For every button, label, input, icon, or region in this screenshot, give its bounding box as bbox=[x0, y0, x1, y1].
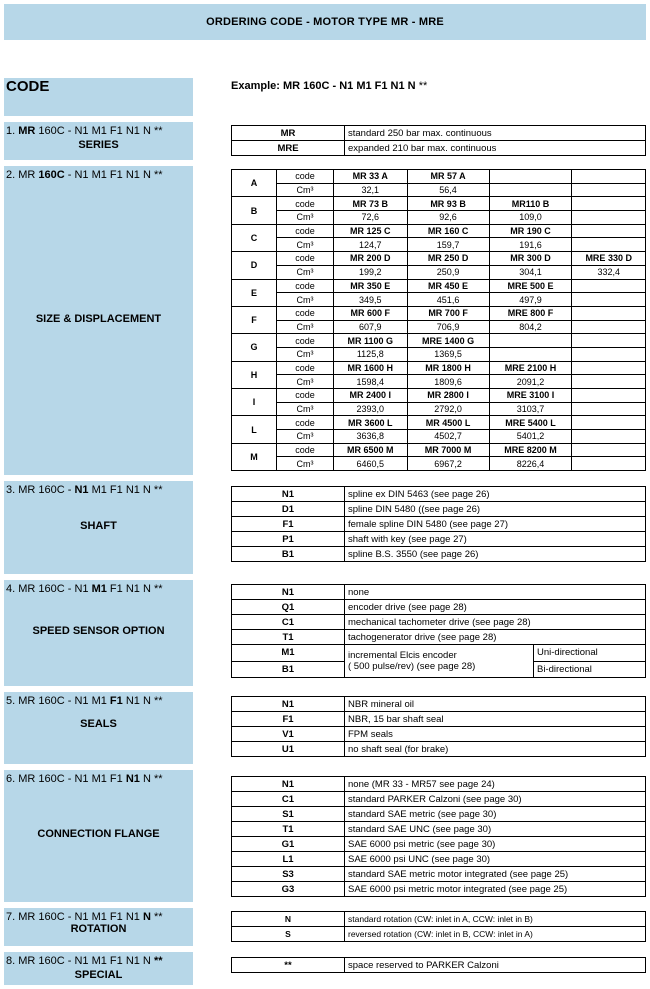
table-row bbox=[232, 532, 646, 547]
option-code: T1 bbox=[232, 630, 345, 645]
displacement-cell bbox=[572, 402, 646, 416]
option-desc: shaft with key (see page 27) bbox=[345, 532, 646, 547]
option-code: V1 bbox=[232, 727, 345, 742]
code-row-label: code bbox=[277, 252, 334, 266]
encoder-desc bbox=[345, 645, 533, 677]
size-group-label: M bbox=[232, 443, 277, 470]
displacement-cell bbox=[572, 375, 646, 389]
size-group-label: L bbox=[232, 416, 277, 443]
table-row bbox=[232, 224, 646, 238]
size-code-cell: MRE 2100 H bbox=[489, 361, 572, 375]
option-code: N1 bbox=[232, 777, 345, 792]
option-desc: standard 250 bar max. continuous bbox=[345, 126, 646, 141]
option-desc: spline B.S. 3550 (see page 26) bbox=[345, 547, 646, 562]
option-code: MR bbox=[232, 126, 345, 141]
displacement-row-label: Cm³ bbox=[277, 457, 334, 471]
option-code: G1 bbox=[232, 837, 345, 852]
table-row bbox=[232, 306, 646, 320]
displacement-cell: 4502,7 bbox=[407, 430, 489, 444]
encoder-desc-line1: incremental Elcis encoder bbox=[348, 650, 457, 661]
section-name: SEALS bbox=[80, 718, 117, 730]
table-row bbox=[232, 265, 646, 279]
size-code-cell: MRE 1400 G bbox=[407, 334, 489, 348]
option-code: U1 bbox=[232, 742, 345, 757]
table-row bbox=[232, 837, 646, 852]
size-group-label: D bbox=[232, 252, 277, 279]
page-title-bar bbox=[4, 4, 646, 40]
table-row bbox=[232, 183, 646, 197]
table-row bbox=[232, 361, 646, 375]
option-code: N1 bbox=[232, 487, 345, 502]
table-row bbox=[232, 416, 646, 430]
option-code: D1 bbox=[232, 502, 345, 517]
table-row bbox=[232, 645, 646, 662]
option-desc: none bbox=[345, 585, 646, 600]
size-code-cell bbox=[572, 416, 646, 430]
option-desc: standard SAE UNC (see page 30) bbox=[345, 822, 646, 837]
option-desc: standard PARKER Calzoni (see page 30) bbox=[345, 792, 646, 807]
table-row bbox=[232, 882, 646, 897]
table-row bbox=[232, 293, 646, 307]
option-code: S bbox=[232, 927, 345, 942]
displacement-cell: 1598,4 bbox=[334, 375, 408, 389]
table-row bbox=[232, 502, 646, 517]
option-desc: SAE 6000 psi metric (see page 30) bbox=[345, 837, 646, 852]
size-group-label: E bbox=[232, 279, 277, 306]
code-row-label: code bbox=[277, 361, 334, 375]
option-code: M1 bbox=[232, 645, 345, 662]
displacement-cell: 250,9 bbox=[407, 265, 489, 279]
section-rotation bbox=[4, 908, 193, 946]
table-row bbox=[232, 141, 646, 156]
size-code-cell bbox=[489, 170, 572, 184]
section-size bbox=[4, 166, 193, 475]
displacement-cell: 6460,5 bbox=[334, 457, 408, 471]
table-row bbox=[232, 402, 646, 416]
size-code-cell: MR 73 B bbox=[334, 197, 408, 211]
option-code: MRE bbox=[232, 141, 345, 156]
displacement-cell bbox=[572, 430, 646, 444]
size-code-cell: MR 250 D bbox=[407, 252, 489, 266]
code-row-label: code bbox=[277, 197, 334, 211]
size-code-cell: MR 300 D bbox=[489, 252, 572, 266]
table-row bbox=[232, 792, 646, 807]
section-name: SPEED SENSOR OPTION bbox=[32, 625, 165, 637]
displacement-cell: 304,1 bbox=[489, 265, 572, 279]
displacement-cell: 32,1 bbox=[334, 183, 408, 197]
displacement-cell: 5401,2 bbox=[489, 430, 572, 444]
option-code: L1 bbox=[232, 852, 345, 867]
table-row bbox=[232, 170, 646, 184]
displacement-row-label: Cm³ bbox=[277, 320, 334, 334]
seals-table bbox=[231, 696, 646, 757]
option-desc: SAE 6000 psi UNC (see page 30) bbox=[345, 852, 646, 867]
table-row bbox=[232, 197, 646, 211]
displacement-cell: 2792,0 bbox=[407, 402, 489, 416]
size-code-cell bbox=[572, 306, 646, 320]
option-code: N1 bbox=[232, 697, 345, 712]
section-code: 8. MR 160C - N1 M1 F1 N1 N ** bbox=[6, 955, 163, 967]
displacement-row-label: Cm³ bbox=[277, 183, 334, 197]
size-code-cell: MRE 800 F bbox=[489, 306, 572, 320]
section-name: SIZE & DISPLACEMENT bbox=[35, 313, 162, 325]
size-code-cell: MR 1600 H bbox=[334, 361, 408, 375]
option-code: S1 bbox=[232, 807, 345, 822]
option-desc: SAE 6000 psi metric motor integrated (see page 25) bbox=[345, 882, 646, 897]
displacement-cell: 3103,7 bbox=[489, 402, 572, 416]
size-code-cell: MR 700 F bbox=[407, 306, 489, 320]
section-code: 4. MR 160C - N1 M1 F1 N1 N ** bbox=[6, 583, 163, 595]
code-row-label: code bbox=[277, 389, 334, 403]
size-code-cell: MR 600 F bbox=[334, 306, 408, 320]
size-code-cell: MR 160 C bbox=[407, 224, 489, 238]
size-code-cell bbox=[489, 334, 572, 348]
displacement-cell: 497,9 bbox=[489, 293, 572, 307]
size-code-cell: MR 350 E bbox=[334, 279, 408, 293]
displacement-cell: 8226,4 bbox=[489, 457, 572, 471]
table-row bbox=[232, 126, 646, 141]
size-group-label: H bbox=[232, 361, 277, 388]
section-special bbox=[4, 952, 193, 985]
option-desc: standard rotation (CW: inlet in A, CCW: inlet in B) bbox=[345, 912, 646, 927]
size-code-cell: MRE 330 D bbox=[572, 252, 646, 266]
option-desc: encoder drive (see page 28) bbox=[345, 600, 646, 615]
displacement-cell: 2091,2 bbox=[489, 375, 572, 389]
section-series bbox=[4, 122, 193, 160]
displacement-row-label: Cm³ bbox=[277, 375, 334, 389]
option-desc: tachogenerator drive (see page 28) bbox=[345, 630, 646, 645]
table-row bbox=[232, 547, 646, 562]
size-code-cell: MRE 3100 I bbox=[489, 389, 572, 403]
table-row bbox=[232, 375, 646, 389]
displacement-row-label: Cm³ bbox=[277, 347, 334, 361]
size-group-label: B bbox=[232, 197, 277, 224]
displacement-cell: 2393,0 bbox=[334, 402, 408, 416]
size-group-label: F bbox=[232, 306, 277, 333]
option-code: P1 bbox=[232, 532, 345, 547]
code-header-box bbox=[4, 78, 193, 116]
size-code-cell: MR 2400 I bbox=[334, 389, 408, 403]
displacement-cell: 804,2 bbox=[489, 320, 572, 334]
displacement-row-label: Cm³ bbox=[277, 265, 334, 279]
option-code: B1 bbox=[232, 661, 345, 678]
size-code-cell: MRE 5400 L bbox=[489, 416, 572, 430]
size-code-cell: MRE 8200 M bbox=[489, 443, 572, 457]
page-title: ORDERING CODE - MOTOR TYPE MR - MRE bbox=[206, 16, 444, 28]
table-row bbox=[232, 430, 646, 444]
table-row bbox=[232, 807, 646, 822]
special-table bbox=[231, 957, 646, 973]
displacement-cell: 607,9 bbox=[334, 320, 408, 334]
example-line bbox=[231, 80, 427, 92]
section-name: SPECIAL bbox=[74, 969, 123, 981]
option-code: N bbox=[232, 912, 345, 927]
table-row bbox=[232, 912, 646, 927]
displacement-cell: 6967,2 bbox=[407, 457, 489, 471]
option-desc: female spline DIN 5480 (see page 27) bbox=[345, 517, 646, 532]
size-code-cell: MR 125 C bbox=[334, 224, 408, 238]
size-group-label: A bbox=[232, 170, 277, 197]
size-group-label: G bbox=[232, 334, 277, 361]
table-row bbox=[232, 958, 646, 973]
table-row bbox=[232, 585, 646, 600]
section-speed-sensor bbox=[4, 580, 193, 686]
table-row bbox=[232, 742, 646, 757]
displacement-cell: 199,2 bbox=[334, 265, 408, 279]
size-code-cell bbox=[572, 224, 646, 238]
code-row-label: code bbox=[277, 416, 334, 430]
code-row-label: code bbox=[277, 443, 334, 457]
size-code-cell: MR 1800 H bbox=[407, 361, 489, 375]
encoder-desc-line2: ( 500 pulse/rev) (see page 28) bbox=[348, 661, 476, 672]
section-name: CONNECTION FLANGE bbox=[37, 828, 160, 840]
displacement-cell: 332,4 bbox=[572, 265, 646, 279]
option-desc: NBR, 15 bar shaft seal bbox=[345, 712, 646, 727]
example-text: Example: MR 160C - N1 M1 F1 N1 N bbox=[231, 80, 416, 92]
section-name: SERIES bbox=[78, 139, 119, 151]
table-row bbox=[232, 777, 646, 792]
displacement-cell bbox=[572, 238, 646, 252]
size-code-cell: MR 2800 I bbox=[407, 389, 489, 403]
option-code: ** bbox=[232, 958, 345, 973]
code-header: CODE bbox=[6, 78, 50, 95]
code-row-label: code bbox=[277, 170, 334, 184]
table-row bbox=[232, 487, 646, 502]
option-code: C1 bbox=[232, 615, 345, 630]
option-desc: FPM seals bbox=[345, 727, 646, 742]
displacement-cell: 191,6 bbox=[489, 238, 572, 252]
option-code: N1 bbox=[232, 585, 345, 600]
size-code-cell bbox=[572, 279, 646, 293]
table-row bbox=[232, 347, 646, 361]
displacement-cell bbox=[572, 320, 646, 334]
section-name: SHAFT bbox=[80, 520, 117, 532]
section-code: 5. MR 160C - N1 M1 F1 N1 N ** bbox=[6, 695, 163, 707]
section-seals bbox=[4, 692, 193, 764]
displacement-cell: 56,4 bbox=[407, 183, 489, 197]
option-desc: NBR mineral oil bbox=[345, 697, 646, 712]
size-code-cell bbox=[572, 197, 646, 211]
displacement-row-label: Cm³ bbox=[277, 293, 334, 307]
displacement-cell: 706,9 bbox=[407, 320, 489, 334]
option-desc: standard SAE metric (see page 30) bbox=[345, 807, 646, 822]
section-code: 3. MR 160C - N1 M1 F1 N1 N ** bbox=[6, 484, 163, 496]
size-code-cell: MR 7000 M bbox=[407, 443, 489, 457]
section-code: 1. MR 160C - N1 M1 F1 N1 N ** bbox=[6, 125, 163, 137]
displacement-cell: 92,6 bbox=[407, 211, 489, 225]
size-code-cell bbox=[572, 361, 646, 375]
size-code-cell: MR 57 A bbox=[407, 170, 489, 184]
table-row bbox=[232, 389, 646, 403]
size-table bbox=[231, 169, 646, 471]
size-code-cell: MR 190 C bbox=[489, 224, 572, 238]
displacement-cell: 109,0 bbox=[489, 211, 572, 225]
option-code: S3 bbox=[232, 867, 345, 882]
section-name: ROTATION bbox=[70, 923, 127, 935]
size-code-cell bbox=[572, 334, 646, 348]
code-row-label: code bbox=[277, 334, 334, 348]
table-row bbox=[232, 712, 646, 727]
table-row bbox=[232, 279, 646, 293]
displacement-cell bbox=[572, 457, 646, 471]
section-code: 2. MR 160C - N1 M1 F1 N1 N ** bbox=[6, 169, 163, 181]
size-code-cell bbox=[572, 389, 646, 403]
option-desc: reversed rotation (CW: inlet in B, CCW: inlet in A) bbox=[345, 927, 646, 942]
table-row bbox=[232, 600, 646, 615]
size-code-cell: MR 6500 M bbox=[334, 443, 408, 457]
displacement-row-label: Cm³ bbox=[277, 430, 334, 444]
size-code-cell bbox=[572, 443, 646, 457]
option-desc: expanded 210 bar max. continuous bbox=[345, 141, 646, 156]
table-row bbox=[232, 517, 646, 532]
table-row bbox=[232, 252, 646, 266]
size-code-cell: MR 3600 L bbox=[334, 416, 408, 430]
table-row bbox=[232, 867, 646, 882]
option-code: C1 bbox=[232, 792, 345, 807]
displacement-cell bbox=[572, 211, 646, 225]
size-code-cell: MR 4500 L bbox=[407, 416, 489, 430]
option-desc: standard SAE metric motor integrated (see page 25) bbox=[345, 867, 646, 882]
displacement-cell: 72,6 bbox=[334, 211, 408, 225]
displacement-cell bbox=[572, 183, 646, 197]
size-group-label: C bbox=[232, 224, 277, 251]
code-row-label: code bbox=[277, 224, 334, 238]
code-row-label: code bbox=[277, 279, 334, 293]
option-code: B1 bbox=[232, 547, 345, 562]
size-code-cell bbox=[572, 170, 646, 184]
size-code-cell: MR 1100 G bbox=[334, 334, 408, 348]
encoder-directions bbox=[533, 645, 645, 677]
option-desc: spline ex DIN 5463 (see page 26) bbox=[345, 487, 646, 502]
speed-sensor-table bbox=[231, 584, 646, 678]
option-desc: spline DIN 5480 ((see page 26) bbox=[345, 502, 646, 517]
displacement-cell: 451,6 bbox=[407, 293, 489, 307]
rotation-table bbox=[231, 911, 646, 942]
displacement-row-label: Cm³ bbox=[277, 211, 334, 225]
option-code: T1 bbox=[232, 822, 345, 837]
flange-table bbox=[231, 776, 646, 897]
direction-uni: Uni-directional bbox=[534, 645, 645, 662]
table-row bbox=[232, 727, 646, 742]
table-row bbox=[232, 927, 646, 942]
direction-bi: Bi-directional bbox=[537, 663, 592, 675]
displacement-cell: 3636,8 bbox=[334, 430, 408, 444]
displacement-row-label: Cm³ bbox=[277, 238, 334, 252]
option-desc: none (MR 33 - MR57 see page 24) bbox=[345, 777, 646, 792]
displacement-cell bbox=[572, 293, 646, 307]
size-code-cell: MR 33 A bbox=[334, 170, 408, 184]
displacement-row-label: Cm³ bbox=[277, 402, 334, 416]
displacement-cell bbox=[489, 347, 572, 361]
displacement-cell: 159,7 bbox=[407, 238, 489, 252]
option-code: F1 bbox=[232, 517, 345, 532]
code-row-label: code bbox=[277, 306, 334, 320]
section-shaft bbox=[4, 481, 193, 574]
table-row bbox=[232, 457, 646, 471]
size-code-cell: MR 93 B bbox=[407, 197, 489, 211]
size-group-label: I bbox=[232, 389, 277, 416]
displacement-cell: 1809,6 bbox=[407, 375, 489, 389]
displacement-cell bbox=[489, 183, 572, 197]
section-flange bbox=[4, 770, 193, 902]
section-code: 7. MR 160C - N1 M1 F1 N1 N ** bbox=[6, 911, 163, 923]
size-code-cell: MR 450 E bbox=[407, 279, 489, 293]
example-suffix: ** bbox=[418, 80, 428, 92]
displacement-cell bbox=[572, 347, 646, 361]
encoder-cell bbox=[345, 645, 646, 678]
displacement-cell: 1125,8 bbox=[334, 347, 408, 361]
size-code-cell: MRE 500 E bbox=[489, 279, 572, 293]
size-code-cell: MR110 B bbox=[489, 197, 572, 211]
size-code-cell: MR 200 D bbox=[334, 252, 408, 266]
option-desc: mechanical tachometer drive (see page 28) bbox=[345, 615, 646, 630]
table-row bbox=[232, 211, 646, 225]
table-row bbox=[232, 822, 646, 837]
table-row bbox=[232, 852, 646, 867]
series-table bbox=[231, 125, 646, 156]
shaft-table bbox=[231, 486, 646, 562]
displacement-cell: 124,7 bbox=[334, 238, 408, 252]
table-row bbox=[232, 615, 646, 630]
table-row bbox=[232, 334, 646, 348]
option-desc: space reserved to PARKER Calzoni bbox=[345, 958, 646, 973]
table-row bbox=[232, 238, 646, 252]
option-desc: no shaft seal (for brake) bbox=[345, 742, 646, 757]
option-code: Q1 bbox=[232, 600, 345, 615]
displacement-cell: 349,5 bbox=[334, 293, 408, 307]
table-row bbox=[232, 697, 646, 712]
option-code: G3 bbox=[232, 882, 345, 897]
option-code: F1 bbox=[232, 712, 345, 727]
table-row bbox=[232, 443, 646, 457]
table-row bbox=[232, 630, 646, 645]
displacement-cell: 1369,5 bbox=[407, 347, 489, 361]
section-code: 6. MR 160C - N1 M1 F1 N1 N ** bbox=[6, 773, 163, 785]
table-row bbox=[232, 320, 646, 334]
